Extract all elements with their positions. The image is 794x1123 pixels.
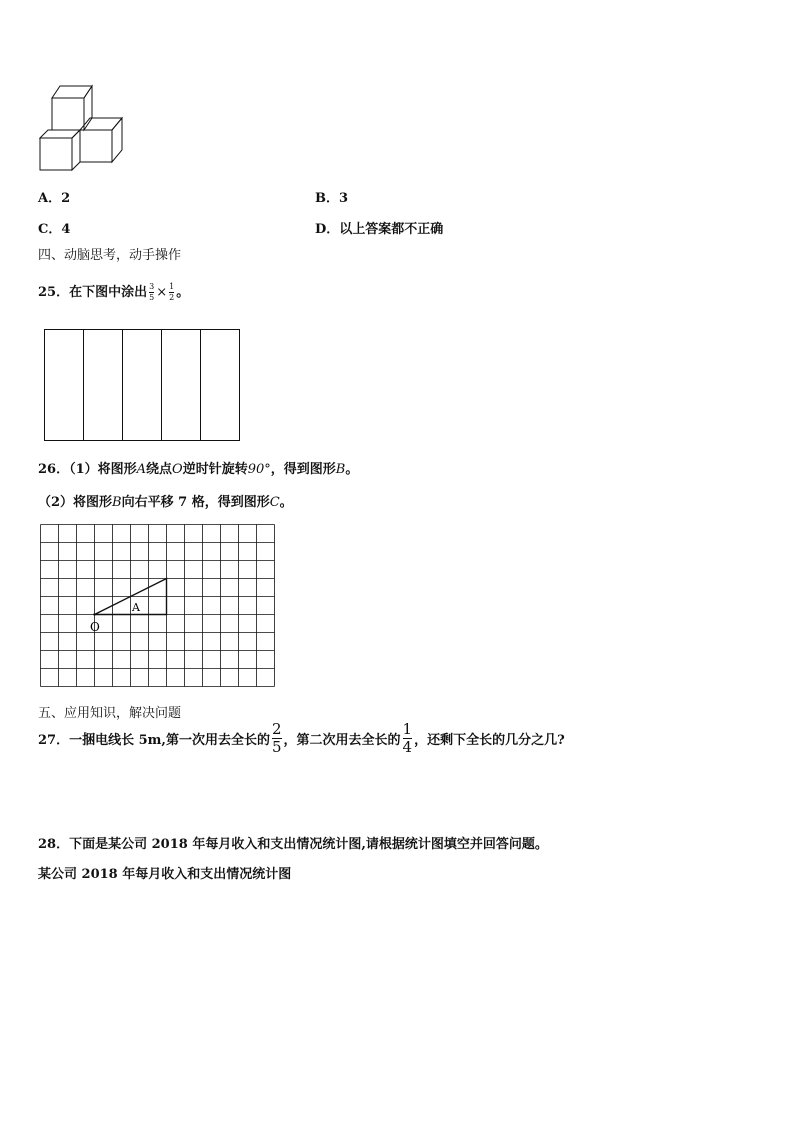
question-28: 28．下面是某公司 2018 年每月收入和支出情况统计图,请根据统计图填空并回答问题。 (38, 837, 548, 852)
var-o: O (172, 462, 183, 477)
fraction-one-quarter: $\frac{1}{4}$ (402, 720, 413, 756)
label-a: A (132, 601, 140, 614)
question-26-part-1: 26．（1）将图形A绕点O逆时针旋转90°，得到图形B。 (38, 462, 359, 477)
var-b2: B (112, 495, 122, 510)
fraction-three-fifths: $\frac{3}{5}$ (149, 282, 155, 302)
angle-90: 90° (247, 462, 271, 477)
cube-stack-figure (38, 84, 128, 174)
option-a[interactable]: A．2 (38, 191, 71, 206)
var-a: A (136, 462, 147, 477)
option-d[interactable]: D．以上答案都不正确 (315, 222, 444, 237)
fraction-one-half: $\frac{1}{2}$ (169, 282, 175, 302)
section-4-heading: 四、动脑思考，动手操作 (38, 248, 182, 263)
section-5-heading: 五、应用知识，解决问题 (38, 706, 182, 721)
rotation-grid[interactable] (40, 524, 276, 690)
var-c: C (269, 495, 280, 510)
fraction-two-fifths: $\frac{2}{5}$ (271, 720, 282, 756)
point-o (93, 613, 95, 615)
option-b[interactable]: B．3 (315, 191, 349, 206)
var-b: B (335, 462, 346, 477)
label-o: O (90, 620, 100, 634)
five-part-rectangle[interactable] (44, 329, 241, 442)
chart-caption: 某公司 2018 年每月收入和支出情况统计图 (38, 867, 292, 882)
times-sign: × (156, 285, 168, 300)
option-c[interactable]: C．4 (38, 222, 71, 237)
question-26-part-2: （2）将图形B向右平移 7 格，得到图形C。 (38, 495, 293, 510)
question-25: 25．在下图中涂出 $\frac{3}{5}$ × $\frac{1}{2}$ 。 (38, 282, 190, 302)
question-27: 27．一捆电线长 5m,第一次用去全长的 $\frac{2}{5}$ ，第二次用去全长的 $\frac{1}{4}$ ，还剩下全长的几分之几? (38, 720, 565, 756)
q25-prefix: 25．在下图中涂出 (38, 285, 148, 300)
